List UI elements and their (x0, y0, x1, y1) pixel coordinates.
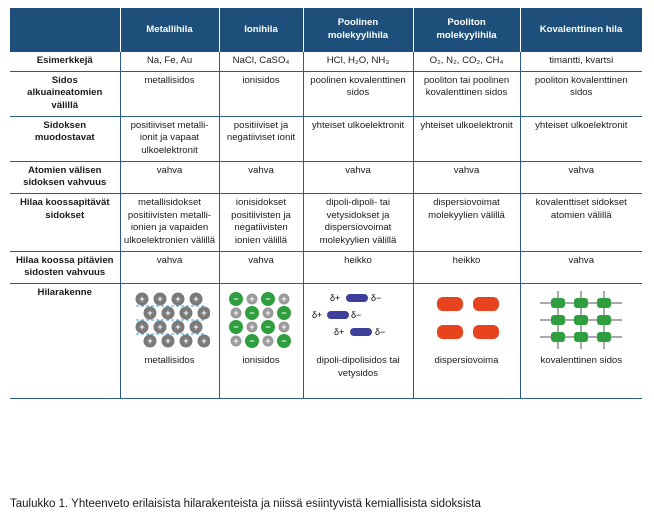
covalent-atom (574, 298, 588, 308)
table-caption: Taulukko 1. Yhteenveto erilaisista hilarakenteista ja niissä esiintyvistä kemiallisista sidoksista (10, 498, 481, 510)
header-nonpolar-molecular-lattice: Pooliton molekyylihila (413, 8, 520, 52)
positive-ion-sign: + (281, 294, 287, 305)
table-cell: positiiviset metalli-ionit ja vapaat ulkoelektronit (120, 116, 219, 161)
metal-ion-sign: + (138, 294, 145, 305)
negative-ion-sign: − (265, 294, 271, 305)
table-row (10, 116, 642, 161)
delta-minus-label: δ− (371, 292, 382, 303)
metal-ion-sign: + (192, 322, 199, 333)
table-cell: vahva (303, 161, 413, 193)
metal-lattice-diagram (130, 289, 210, 351)
table-cell: pooliton kovalenttinen sidos (520, 71, 642, 116)
structure-label: dispersiovoima (434, 354, 499, 366)
table-cell: metallisidos (120, 71, 219, 116)
covalent-atom (574, 332, 588, 342)
metal-ion-sign: + (164, 336, 171, 347)
covalent-atom (597, 298, 611, 308)
table-cell: dispersiovoimat molekyylien välillä (413, 193, 520, 251)
positive-ion-sign: + (233, 336, 239, 347)
delta-minus-label: δ− (375, 326, 386, 337)
ionic-lattice-diagram (226, 289, 296, 351)
header-ionic-lattice: Ionihila (219, 8, 303, 52)
metal-ion-sign: + (164, 308, 171, 319)
delta-plus-label: δ+ (312, 309, 323, 320)
dipole-molecule-shape (327, 311, 349, 319)
structure-label: ionisidos (242, 354, 280, 366)
dipole-diagram (310, 289, 406, 351)
table-cell: yhteiset ulkoelektronit (413, 116, 520, 161)
metal-ion-sign: + (174, 294, 181, 305)
table-row (10, 52, 642, 71)
covalent-atoms (551, 298, 611, 342)
metal-ion-sign: + (182, 308, 189, 319)
delta-plus-label: δ+ (330, 292, 341, 303)
covalent-atom (551, 332, 565, 342)
row-header: Esimerkkejä (10, 52, 120, 71)
positive-ion-sign: + (249, 294, 255, 305)
dipole-molecule (334, 327, 385, 337)
ionic-lattice-cell (219, 283, 303, 398)
header-corner (10, 8, 120, 52)
table-cell: ionisidos (219, 71, 303, 116)
negative-ion-sign: − (249, 336, 255, 347)
delta-plus-label: δ+ (334, 326, 345, 337)
table-cell: positiiviset ja negatiiviset ionit (219, 116, 303, 161)
negative-ion-sign: − (233, 322, 239, 333)
header-row (10, 8, 642, 52)
row-header: Hilaa koossapitävät sidokset (10, 193, 120, 251)
dipole-molecule-shape (346, 294, 368, 302)
structure-row (10, 283, 642, 398)
table-cell: vahva (520, 161, 642, 193)
table-cell: pooliton tai poolinen kovalenttinen sidos (413, 71, 520, 116)
metal-ion-sign: + (146, 336, 153, 347)
covalent-lattice-diagram (536, 289, 626, 351)
table-row (10, 161, 642, 193)
table-cell: heikko (303, 251, 413, 283)
table-cell: heikko (413, 251, 520, 283)
covalent-atom (551, 298, 565, 308)
row-header: Sidos alkuaineatomien välillä (10, 71, 120, 116)
row-header: Atomien välisen sidoksen vahvuus (10, 161, 120, 193)
metal-lattice-cell (120, 283, 219, 398)
table-cell: ionisidokset positiivisten ja negatiivisten ionien välillä (219, 193, 303, 251)
nonpolar-molecule (437, 297, 463, 311)
table-cell: NaCl, CaSO₄ (219, 52, 303, 71)
table-cell: Na, Fe, Au (120, 52, 219, 71)
metal-ion-sign: + (200, 308, 207, 319)
metal-ion-sign: + (156, 294, 163, 305)
metal-ion-sign: + (138, 322, 145, 333)
negative-ion-sign: − (265, 322, 271, 333)
dipole-molecule (330, 293, 381, 303)
dispersion-diagram (427, 289, 507, 351)
table-row (10, 251, 642, 283)
metal-ion-sign: + (156, 322, 163, 333)
table-cell: vahva (413, 161, 520, 193)
positive-ion-sign: + (265, 336, 271, 347)
positive-ion-sign: + (249, 322, 255, 333)
negative-ion-sign: − (249, 308, 255, 319)
covalent-lattice-cell (520, 283, 642, 398)
nonpolar-lattice-cell (413, 283, 520, 398)
table-cell: vahva (120, 251, 219, 283)
positive-ion-sign: + (265, 308, 271, 319)
covalent-atom (574, 315, 588, 325)
table-cell: yhteiset ulkoelektronit (303, 116, 413, 161)
structure-label: kovalenttinen sidos (540, 354, 623, 366)
nonpolar-molecule (473, 325, 499, 339)
header-metal-lattice: Metallihila (120, 8, 219, 52)
metal-ion-sign: + (146, 308, 153, 319)
table-cell: timantti, kvartsi (520, 52, 642, 71)
metal-ion-sign: + (192, 294, 199, 305)
table-row (10, 71, 642, 116)
header-covalent-lattice: Kovalenttinen hila (520, 8, 642, 52)
metal-ion-sign: + (200, 336, 207, 347)
table-cell: vahva (219, 251, 303, 283)
ions (229, 292, 291, 348)
header-polar-molecular-lattice: Poolinen molekyylihila (303, 8, 413, 52)
row-header: Hilaa koossa pitävien sidosten vahvuus (10, 251, 120, 283)
table-cell: vahva (520, 251, 642, 283)
covalent-atom (551, 315, 565, 325)
covalent-atom (597, 332, 611, 342)
table-row (10, 193, 642, 251)
structure-label: dipoli-dipolisidos tai vetysidos (316, 354, 400, 379)
structure-label: metallisidos (144, 354, 195, 366)
table-cell: kovalenttiset sidokset atomien välillä (520, 193, 642, 251)
positive-ion-sign: + (281, 322, 287, 333)
dipole-molecule (312, 310, 361, 320)
table-cell: vahva (120, 161, 219, 193)
table-cell: poolinen kovalenttinen sidos (303, 71, 413, 116)
table-cell: HCl, H₂O, NH₃ (303, 52, 413, 71)
positive-ion-sign: + (233, 308, 239, 319)
metal-ion-sign: + (182, 336, 189, 347)
row-header: Sidoksen muodostavat (10, 116, 120, 161)
polar-lattice-cell (303, 283, 413, 398)
covalent-atom (597, 315, 611, 325)
nonpolar-molecule (437, 325, 463, 339)
negative-ion-sign: − (281, 308, 287, 319)
negative-ion-sign: − (281, 336, 287, 347)
table-cell: metallisidokset positiivisten metalli-ionien ja vapaiden ulkoelektronien välillä (120, 193, 219, 251)
delta-minus-label: δ− (351, 309, 362, 320)
table-cell: vahva (219, 161, 303, 193)
negative-ion-sign: − (233, 294, 239, 305)
table-cell: O₂, N₂, CO₂, CH₄ (413, 52, 520, 71)
metal-ion-sign: + (174, 322, 181, 333)
table-cell: yhteiset ulkoelektronit (520, 116, 642, 161)
row-header: Hilarakenne (10, 283, 120, 398)
table-cell: dipoli-dipoli- tai vetysidokset ja dispersiovoimat molekyylien välillä (303, 193, 413, 251)
summary-table (10, 8, 643, 399)
nonpolar-molecule (473, 297, 499, 311)
dipole-molecule-shape (350, 328, 372, 336)
